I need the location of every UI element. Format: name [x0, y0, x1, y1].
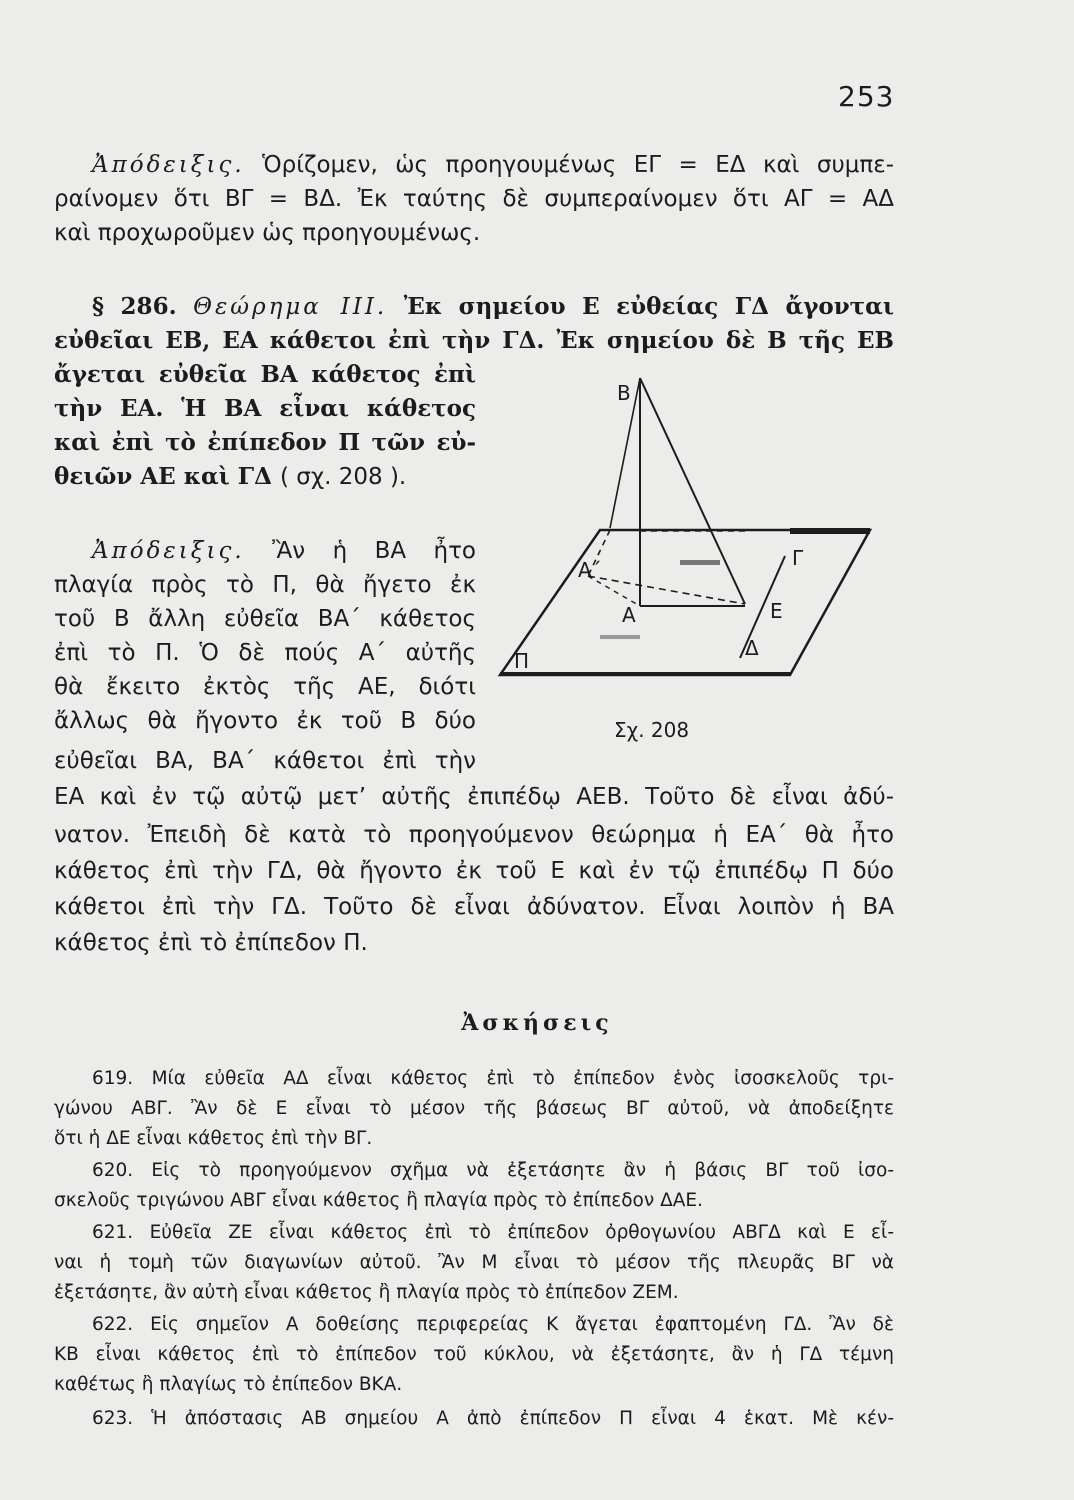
theorem-line-1 — [92, 290, 894, 324]
proof1-lead: Ἀπόδειξις. — [92, 152, 245, 178]
theorem-line-4: τὴν ΕΑ. Ἡ ΒΑ εἶναι κάθετος — [54, 395, 476, 422]
proof1-line-1 — [92, 148, 894, 182]
segment-BE — [640, 378, 745, 604]
figure-caption: Σχ. 208 — [614, 718, 690, 742]
exercise-621-line-2: ναι ἡ τομὴ τῶν διαγωνίων αὐτοῦ. Ἂν Μ εἶναι τὸ μέσον τῆς πλευρᾶς ΒΓ νὰ — [54, 1252, 894, 1273]
label-G: Γ — [792, 546, 804, 570]
label-P: Π — [514, 649, 530, 673]
exercise-621-line-3: ἐξετάσητε, ἂν αὐτὴ εἶναι κάθετος ἢ πλαγία πρὸς τὸ ἐπίπεδον ΖΕΜ. — [54, 1282, 679, 1303]
theorem-number: § 286. — [92, 293, 177, 320]
proof2-lead: Ἀπόδειξις. — [92, 538, 245, 564]
label-A: Α — [622, 603, 636, 627]
proof2-line-4: ἐπὶ τὸ Π. Ὁ δὲ πούς Α΄ αὐτῆς — [54, 640, 476, 666]
exercise-621-line-1: 621. Εὐθεῖα ΖΕ εἶναι κάθετος ἐπὶ τὸ ἐπίπεδον ὀρθογωνίου ΑΒΓΔ καὶ Ε εἶ- — [92, 1222, 894, 1243]
exercise-623-line-1: 623. Ἡ ἀπόστασις ΑΒ σημείου Α ἀπὸ ἐπίπεδον Π εἶναι 4 ἑκατ. Μὲ κέν- — [92, 1408, 894, 1429]
theorem-lead: Θεώρημα ΙΙΙ. — [193, 294, 388, 320]
theorem-line-2: εὐθεῖαι ΕΒ, ΕΑ κάθετοι ἐπὶ τὴν ΓΔ. Ἐκ σημείου δὲ Β τῆς ΕΒ — [54, 327, 894, 354]
exercise-620-line-2: σκελοῦς τριγώνου ΑΒΓ εἶναι κάθετος ἢ πλαγία πρὸς τὸ ἐπίπεδον ΔΑΕ. — [54, 1190, 703, 1211]
figure-reference: ( σχ. 208 ). — [279, 464, 407, 490]
proof2-line-8: ΕΑ καὶ ἐν τῷ αὐτῷ μετ’ αὐτῆς ἐπιπέδῳ ΑΕΒ. Τοῦτο δὲ εἶναι ἀδύ- — [54, 784, 894, 810]
theorem-text-1: Ἐκ σημείου Ε εὐθείας ΓΔ ἄγονται — [403, 293, 894, 320]
exercise-619-line-1: 619. Μία εὐθεῖα ΑΔ εἶναι κάθετος ἐπὶ τὸ ἐπίπεδον ἑνὸς ἰσοσκελοῦς τρι- — [92, 1068, 894, 1089]
proof2-text-1: Ἂν ἡ ΒΑ ἦτο — [272, 538, 476, 564]
proof2-line-12: κάθετος ἐπὶ τὸ ἐπίπεδον Π. — [54, 930, 368, 956]
exercises-heading: Ἀσκήσεις — [461, 1010, 613, 1036]
exercise-619-line-2: γώνου ΑΒΓ. Ἂν δὲ Ε εἶναι τὸ μέσον τῆς βάσεως ΒΓ αὐτοῦ, νὰ ἀποδείξητε — [54, 1098, 894, 1119]
proof2-line-11: κάθετοι ἐπὶ τὴν ΓΔ. Τοῦτο δὲ εἶναι ἀδύνατον. Εἶναι λοιπὸν ἡ ΒΑ — [54, 894, 894, 920]
theorem-line-6 — [54, 460, 406, 494]
proof2-line-6: ἄλλως θὰ ἤγοντο ἐκ τοῦ Β δύο — [54, 708, 476, 734]
plane-pi — [500, 530, 870, 675]
plane-shading-mark — [680, 560, 720, 565]
exercise-622-line-1: 622. Εἰς σημεῖον Α δοθείσης περιφερείας Κ ἄγεται ἐφαπτομένη ΓΔ. Ἂν δὲ — [92, 1314, 894, 1335]
exercise-620-line-1: 620. Εἰς τὸ προηγούμενον σχῆμα νὰ ἐξετάσητε ἂν ἡ βάσις ΒΓ τοῦ ἰσο- — [92, 1160, 894, 1181]
theorem-line-3: ἄγεται εὐθεῖα ΒΑ κάθετος ἐπὶ — [54, 361, 476, 388]
figure-208 — [490, 370, 890, 745]
proof2-line-2: πλαγία πρὸς τὸ Π, θὰ ἤγετο ἐκ — [54, 572, 476, 598]
proof2-line-9: νατον. Ἐπειδὴ δὲ κατὰ τὸ προηγούμενον θεώρημα ἡ ΕΑ΄ θὰ ἦτο — [54, 822, 894, 848]
exercise-622-line-3: καθέτως ἢ πλαγίως τὸ ἐπίπεδον ΒΚΑ. — [54, 1374, 403, 1395]
label-B: Β — [617, 381, 631, 405]
page-number: 253 — [838, 80, 895, 113]
exercise-619-line-3: ὅτι ἡ ΔΕ εἶναι κάθετος ἐπὶ τὴν ΒΓ. — [54, 1128, 373, 1149]
proof2-line-3: τοῦ Β ἄλλη εὐθεῖα ΒΑ΄ κάθετος — [54, 606, 476, 632]
proof2-line-7: εὐθεῖαι ΒΑ, ΒΑ΄ κάθετοι ἐπὶ τὴν — [54, 748, 476, 774]
exercise-622-line-2: ΚΒ εἶναι κάθετος ἐπὶ τὸ ἐπίπεδον τοῦ κύκλου, νὰ ἐξετάσητε, ἂν ἡ ΓΔ τέμνη — [54, 1344, 894, 1365]
proof2-line-5: θὰ ἔκειτο ἐκτὸς τῆς ΑΕ, διότι — [54, 674, 476, 700]
label-D: Δ — [745, 636, 759, 660]
proof1-line-3: καὶ προχωροῦμεν ὡς προηγουμένως. — [54, 220, 481, 246]
figure-208-diagram — [490, 370, 890, 745]
segment-A-prime-E — [588, 576, 745, 604]
label-E: Ε — [770, 599, 783, 623]
theorem-text-6: θειῶν ΑΕ καὶ ΓΔ — [54, 463, 272, 490]
plane-shading-mark — [600, 635, 640, 639]
proof2-line-10: κάθετος ἐπὶ τὴν ΓΔ, θὰ ἤγοντο ἐκ τοῦ Ε καὶ ἐν τῷ ἐπιπέδῳ Π δύο — [54, 858, 894, 884]
label-A-prime: Α΄ — [578, 558, 602, 582]
theorem-line-5: καὶ ἐπὶ τὸ ἐπίπεδον Π τῶν εὐ- — [54, 429, 476, 456]
proof2-line-1 — [92, 534, 476, 568]
proof1-text-1: Ὁρίζομεν, ὡς προηγουμένως ΕΓ = ΕΔ καὶ συμπε- — [262, 152, 895, 178]
proof1-line-2: ραίνομεν ὅτι ΒΓ = ΒΔ. Ἐκ ταύτης δὲ συμπεραίνομεν ὅτι ΑΓ = ΑΔ — [54, 186, 894, 212]
